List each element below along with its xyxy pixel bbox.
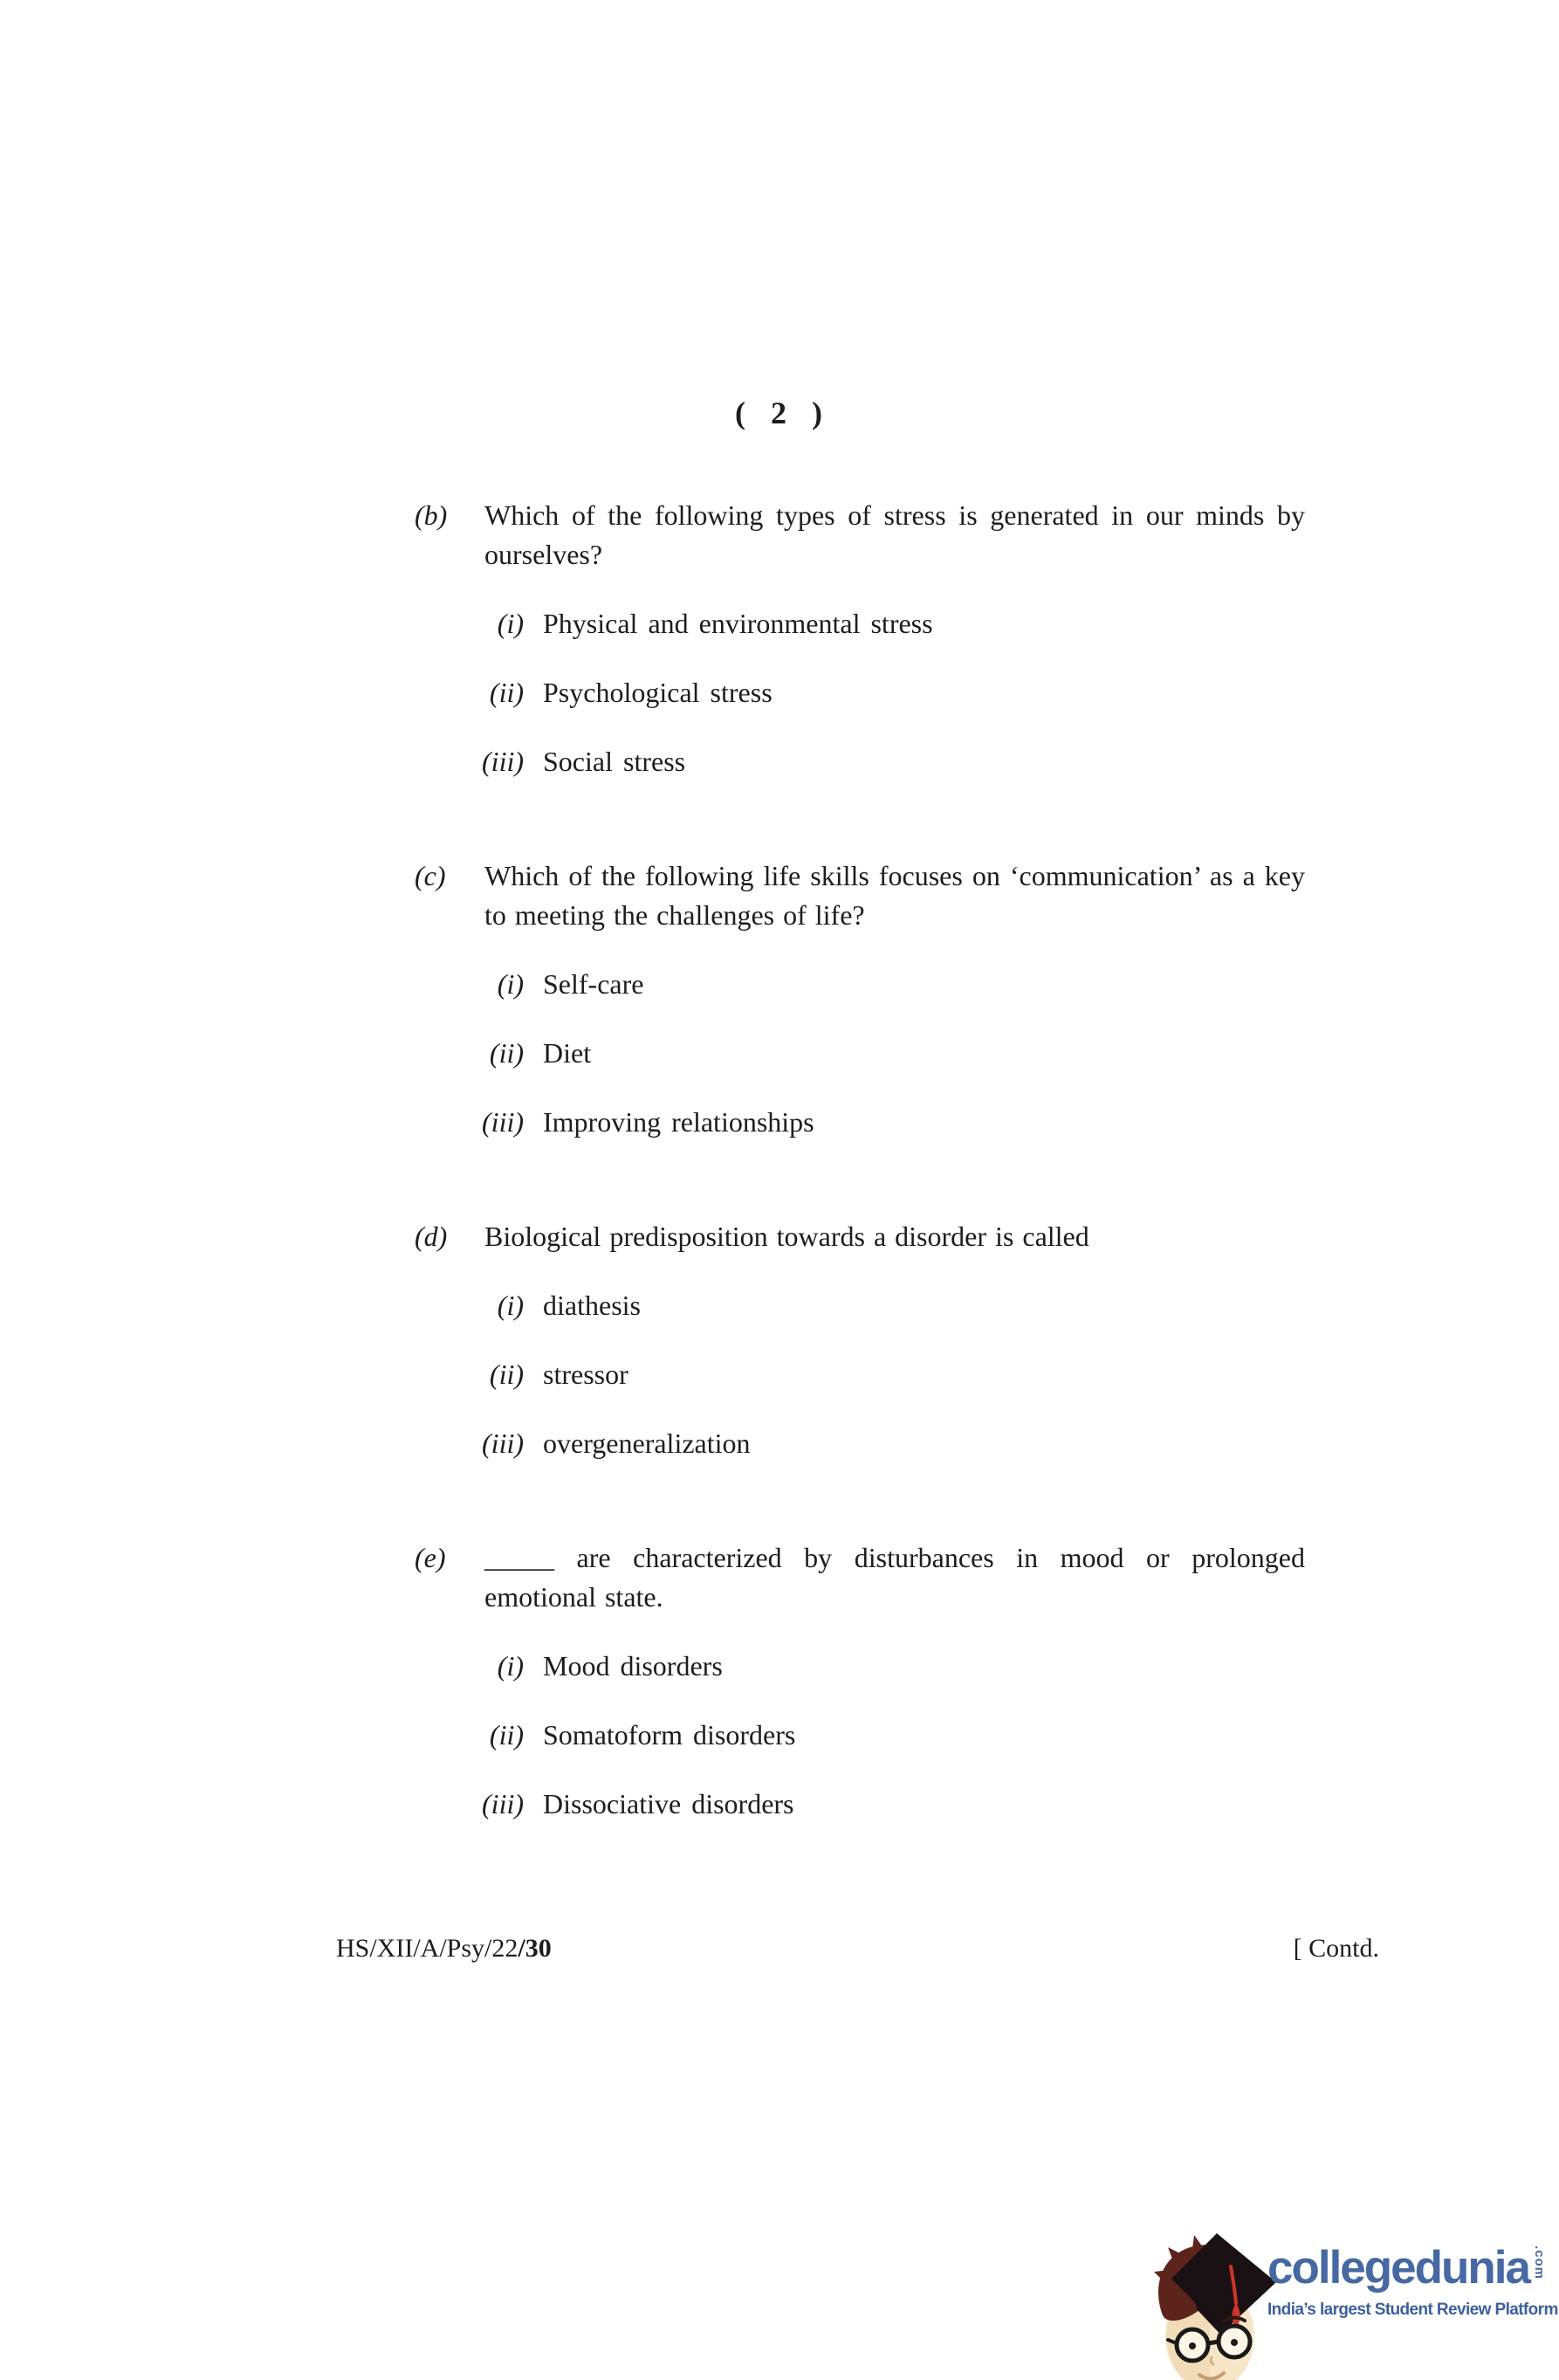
option-numeral: (i) [497, 1290, 524, 1321]
question-block [415, 496, 1305, 781]
question-block [415, 1538, 1305, 1824]
option-row [415, 673, 1305, 712]
option-row [415, 1034, 1305, 1073]
option-numeral: (iii) [482, 1427, 524, 1459]
question-block [415, 856, 1305, 1142]
brand-tld: .com [1531, 2246, 1547, 2280]
logo-text [1267, 2242, 1559, 2320]
paper-code [336, 1931, 552, 1966]
question-row [415, 1538, 1305, 1617]
option-row [415, 1716, 1305, 1755]
question-options [415, 1647, 1305, 1824]
option-text: stressor [543, 1359, 628, 1390]
option-text: Diet [543, 1037, 592, 1069]
question-options [415, 1286, 1305, 1463]
question-options [415, 604, 1305, 781]
question-text: Which of the following types of stress is generated in our minds by ourselves? [484, 499, 1305, 570]
option-row [415, 742, 1305, 781]
option-text: Physical and environmental stress [543, 608, 933, 639]
question-options [415, 965, 1305, 1142]
brand-row [1267, 2242, 1559, 2294]
option-row [415, 1286, 1305, 1325]
option-text: Improving relationships [543, 1106, 814, 1138]
brand-tagline: India’s largest Student Review Platform [1267, 2301, 1558, 2319]
page-number: ( 2 ) [735, 396, 824, 430]
question-row [415, 1217, 1305, 1256]
option-numeral: (iii) [482, 1788, 524, 1819]
question-block [415, 1217, 1305, 1463]
questions [415, 496, 1305, 1824]
question-label: (e) [415, 1542, 446, 1573]
option-numeral: (ii) [489, 1037, 524, 1069]
option-text: Social stress [543, 746, 686, 777]
collegedunia-logo [1123, 2216, 1559, 2380]
question-label: (b) [415, 499, 448, 531]
option-row [415, 1355, 1305, 1394]
option-numeral: (i) [497, 608, 524, 639]
option-numeral: (ii) [489, 677, 524, 708]
option-text: Self-care [543, 968, 644, 1000]
paper-code-text: HS/XII/A/Psy/22 [336, 1934, 519, 1963]
option-text: diathesis [543, 1290, 641, 1321]
option-text: Mood disorders [543, 1650, 723, 1682]
question-label: (d) [415, 1221, 448, 1252]
option-row [415, 1785, 1305, 1824]
option-row [415, 1103, 1305, 1142]
paper-code-suffix: /30 [518, 1934, 552, 1963]
brand-name: collegedunia [1267, 2242, 1529, 2294]
option-row [415, 965, 1305, 1004]
page-footer [336, 1931, 1379, 1966]
question-text: Which of the following life skills focuses on ‘communication’ as a key to meeting the challenges of life? [484, 860, 1305, 931]
option-text: Somatoform disorders [543, 1719, 796, 1751]
question-row [415, 856, 1305, 935]
option-row [415, 1424, 1305, 1463]
option-numeral: (ii) [489, 1359, 524, 1390]
option-row [415, 604, 1305, 643]
option-numeral: (i) [497, 968, 524, 1000]
option-text: overgeneralization [543, 1427, 751, 1459]
collegedunia-mascot-icon [1147, 2230, 1278, 2380]
option-text: Dissociative disorders [543, 1788, 794, 1819]
option-row [415, 1647, 1305, 1686]
question-text: Biological predisposition towards a disorder is called [484, 1221, 1089, 1252]
question-label: (c) [415, 860, 446, 891]
option-text: Psychological stress [543, 677, 773, 708]
option-numeral: (iii) [482, 746, 524, 777]
question-row [415, 496, 1305, 574]
option-numeral: (i) [497, 1650, 524, 1682]
option-numeral: (iii) [482, 1106, 524, 1138]
contd-note: [ Contd. [1293, 1934, 1379, 1963]
question-text: _____ are characterized by disturbances in mood or prolonged emotional state. [484, 1542, 1305, 1613]
option-numeral: (ii) [489, 1719, 524, 1751]
